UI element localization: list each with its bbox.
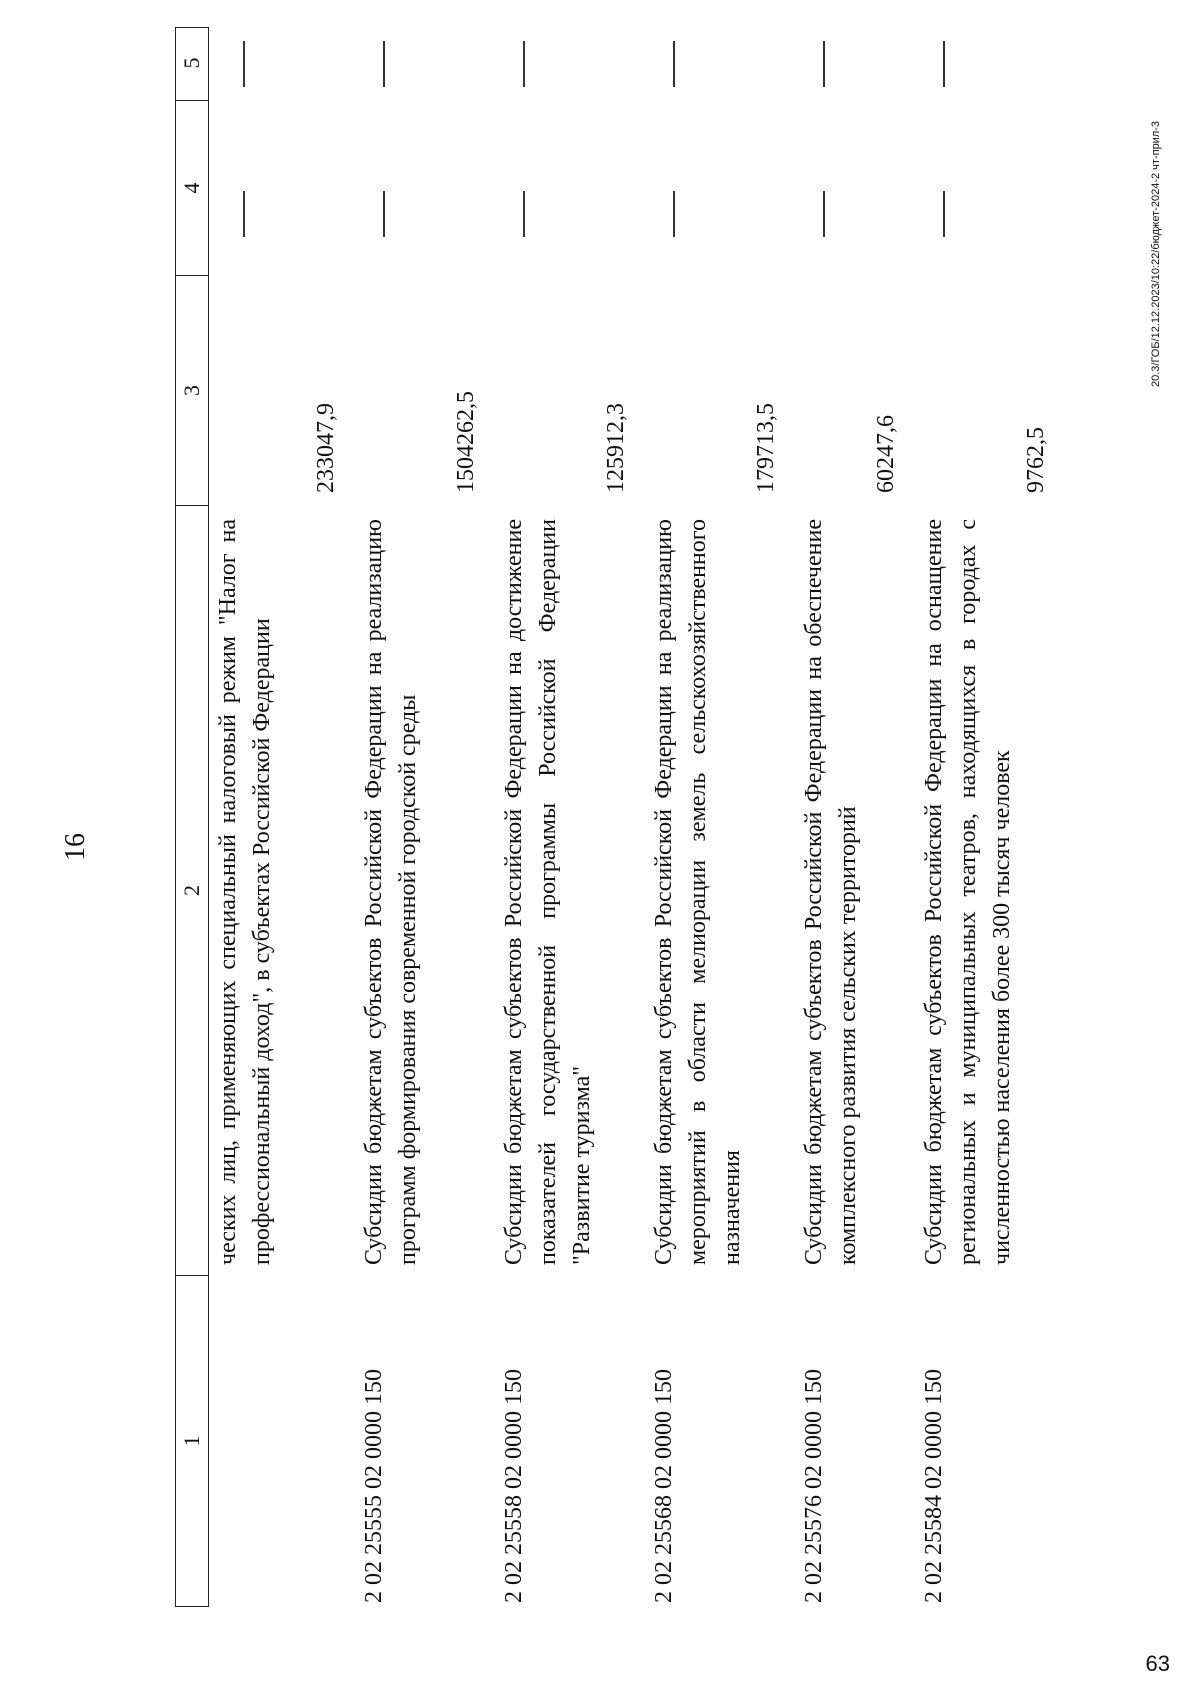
col5-dash	[489, 27, 639, 102]
col4-dash	[639, 102, 789, 277]
col5-dash	[909, 27, 1059, 102]
col4-dash	[909, 102, 1059, 277]
col5-dash	[349, 27, 489, 102]
table-row	[209, 27, 349, 1607]
col4-dash	[789, 102, 909, 277]
revenue-name: Субсидии бюджетам субъектов Российской Федерации на обеспечение комплексного развития сельских территорий	[801, 519, 861, 1265]
sheet-number: 63	[1145, 1651, 1170, 1676]
page-number: 16	[60, 833, 91, 861]
col4-dash	[489, 102, 639, 277]
header-col-3: 3	[176, 276, 208, 506]
table-row	[909, 27, 1059, 1607]
amount-value: 233047,9	[313, 403, 339, 493]
revenue-code: 2 02 25558 02 0000 150	[501, 1369, 527, 1603]
col4-dash	[349, 102, 489, 277]
header-col-1: 1	[179, 1435, 204, 1447]
amount-value: 9762,5	[1023, 427, 1049, 493]
revenue-name: Субсидии бюджетам субъектов Российской Федерации на оснащение региональных и муниципальных театров, находящихся в городах с численностью населения более 300 тысяч человек	[921, 519, 1015, 1265]
revenue-code: 2 02 25555 02 0000 150	[361, 1369, 387, 1603]
amount-value: 179713,5	[753, 403, 779, 493]
table-row	[489, 27, 639, 1607]
revenue-name: Субсидии бюджетам субъектов Российской Федерации на достижение показателей государственной программы Российской Федерации "Развитие туризма"	[501, 519, 595, 1265]
col5-dash	[639, 27, 789, 102]
budget-table	[175, 27, 1059, 1607]
table-row	[789, 27, 909, 1607]
revenue-name: Субсидии бюджетам субъектов Российской Федерации на реализацию программ формирования современной городской среды	[361, 519, 421, 1265]
amount-value: 60247,6	[873, 415, 899, 493]
footer-code: 20.3/ГОБ/12.12.2023/10:22/бюджет-2024-2 чт-прил-3	[1150, 120, 1162, 387]
amount-value: 1504262,5	[453, 391, 479, 493]
header-col-5: 5	[176, 26, 208, 101]
header-col-2: 2	[176, 506, 208, 1276]
revenue-name: Субсидии бюджетам субъектов Российской Федерации на реализацию мероприятий в области мелиорации земель сельскохозяйственного назначения	[651, 519, 745, 1265]
revenue-code: 2 02 25576 02 0000 150	[801, 1369, 827, 1603]
table-row	[639, 27, 789, 1607]
col5-dash	[209, 27, 349, 102]
revenue-name: ческих лиц, применяющих специальный налоговый режим "Налог на профессиональный доход", в субъектах Российской Федерации	[215, 519, 275, 1265]
revenue-code: 2 02 25584 02 0000 150	[921, 1369, 947, 1603]
table-row	[349, 27, 489, 1607]
col4-dash	[209, 102, 349, 277]
revenue-code: 2 02 25568 02 0000 150	[651, 1369, 677, 1603]
revenue-code	[209, 1277, 349, 1607]
col5-dash	[789, 27, 909, 102]
amount-value: 125912,3	[603, 403, 629, 493]
table-header	[175, 27, 209, 1607]
header-col-4: 4	[176, 101, 208, 276]
